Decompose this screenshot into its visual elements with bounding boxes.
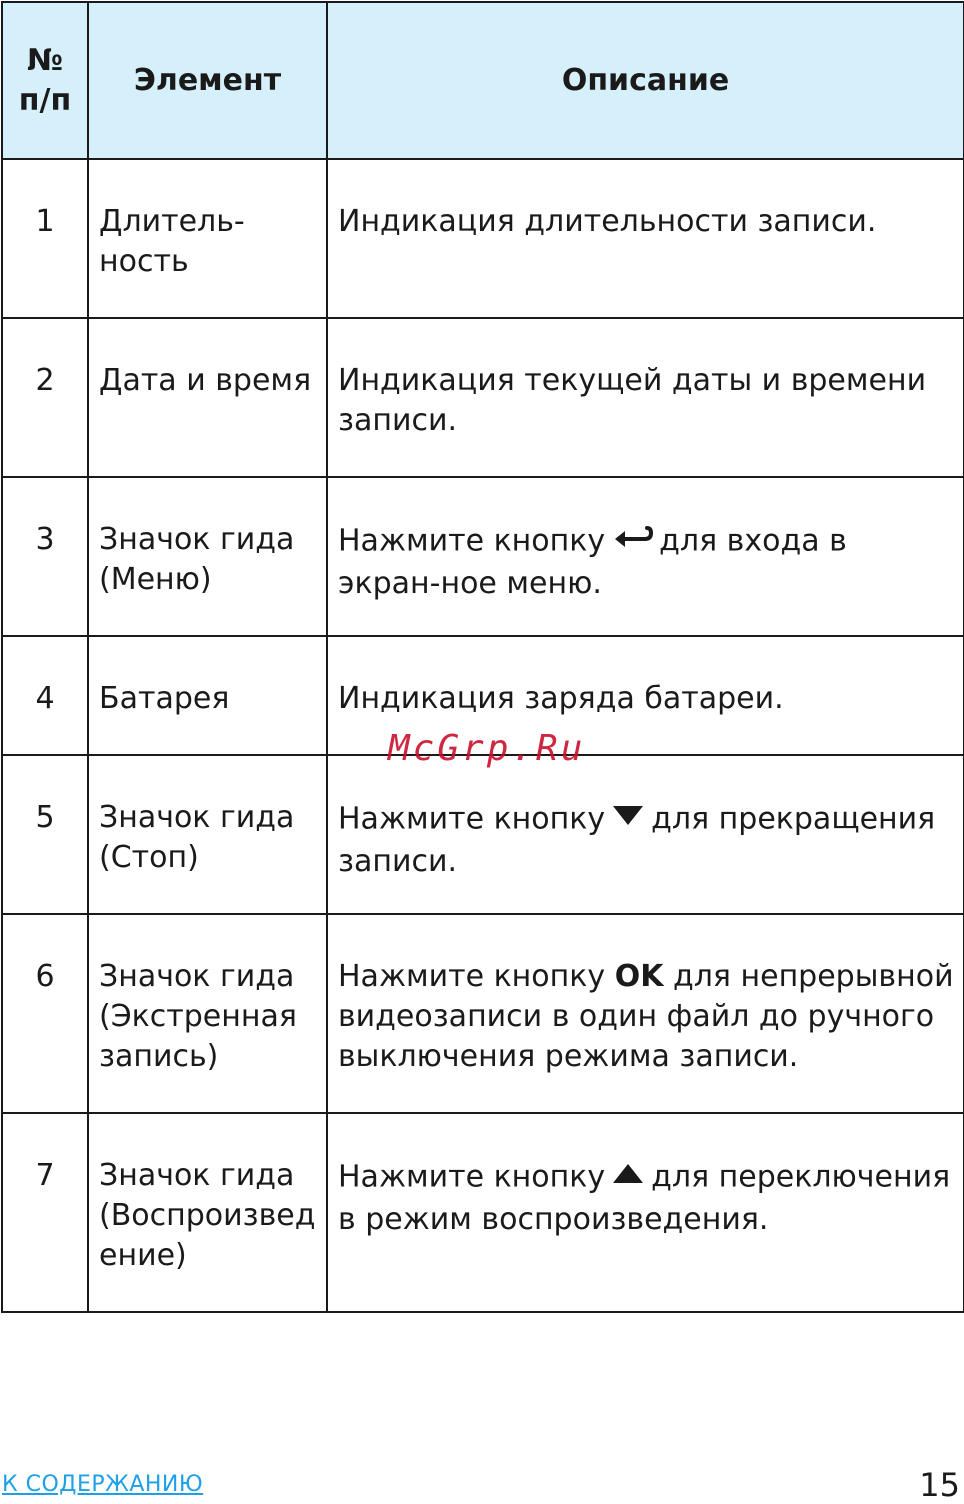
row-element: Значок гида (Меню) bbox=[88, 477, 327, 636]
header-number bbox=[2, 2, 88, 159]
triangle-down-icon bbox=[611, 798, 645, 838]
row-description: Нажмите кнопку для входа в экран-ное меню. bbox=[327, 477, 964, 636]
row-element: Длитель- ность bbox=[88, 159, 327, 318]
header-number-line2: п/п bbox=[18, 82, 72, 118]
row-element: Батарея bbox=[88, 636, 327, 755]
triangle-up-icon bbox=[611, 1156, 645, 1196]
return-arrow-icon bbox=[611, 520, 653, 560]
table-row bbox=[2, 1113, 964, 1312]
table-row bbox=[2, 318, 964, 477]
row-number: 1 bbox=[2, 159, 88, 318]
row-description: Индикация длительности записи. bbox=[327, 159, 964, 318]
row-description: Индикация текущей даты и времени записи. bbox=[327, 318, 964, 477]
row-number: 3 bbox=[2, 477, 88, 636]
page-number: 15 bbox=[919, 1466, 960, 1504]
header-description: Описание bbox=[327, 2, 964, 159]
row-description: Нажмите кнопку для прекращения записи. bbox=[327, 755, 964, 914]
table-row bbox=[2, 755, 964, 914]
table-row bbox=[2, 477, 964, 636]
row-element: Значок гида (Воспроизвед ение) bbox=[88, 1113, 327, 1312]
watermark: McGrp.Ru bbox=[388, 728, 586, 769]
row-element: Значок гида (Экстренная запись) bbox=[88, 914, 327, 1113]
row-description: Нажмите кнопку OK для непрерывной видеозаписи в один файл до ручного выключения режима записи. bbox=[327, 914, 964, 1113]
row-element: Дата и время bbox=[88, 318, 327, 477]
header-element: Элемент bbox=[88, 2, 327, 159]
table-header-row bbox=[2, 2, 964, 159]
info-table bbox=[1, 1, 964, 1313]
table-row bbox=[2, 914, 964, 1113]
row-number: 5 bbox=[2, 755, 88, 914]
row-description: Нажмите кнопку для переключения в режим воспроизведения. bbox=[327, 1113, 964, 1312]
row-number: 2 bbox=[2, 318, 88, 477]
contents-link[interactable]: К СОДЕРЖАНИЮ bbox=[2, 1472, 204, 1497]
row-element: Значок гида (Стоп) bbox=[88, 755, 327, 914]
row-number: 6 bbox=[2, 914, 88, 1113]
header-number-line1: № bbox=[26, 42, 64, 78]
row-number: 7 bbox=[2, 1113, 88, 1312]
row-number: 4 bbox=[2, 636, 88, 755]
ok-button-label: OK bbox=[614, 959, 664, 994]
row-description: Индикация заряда батареи. bbox=[327, 636, 964, 755]
table-row bbox=[2, 159, 964, 318]
